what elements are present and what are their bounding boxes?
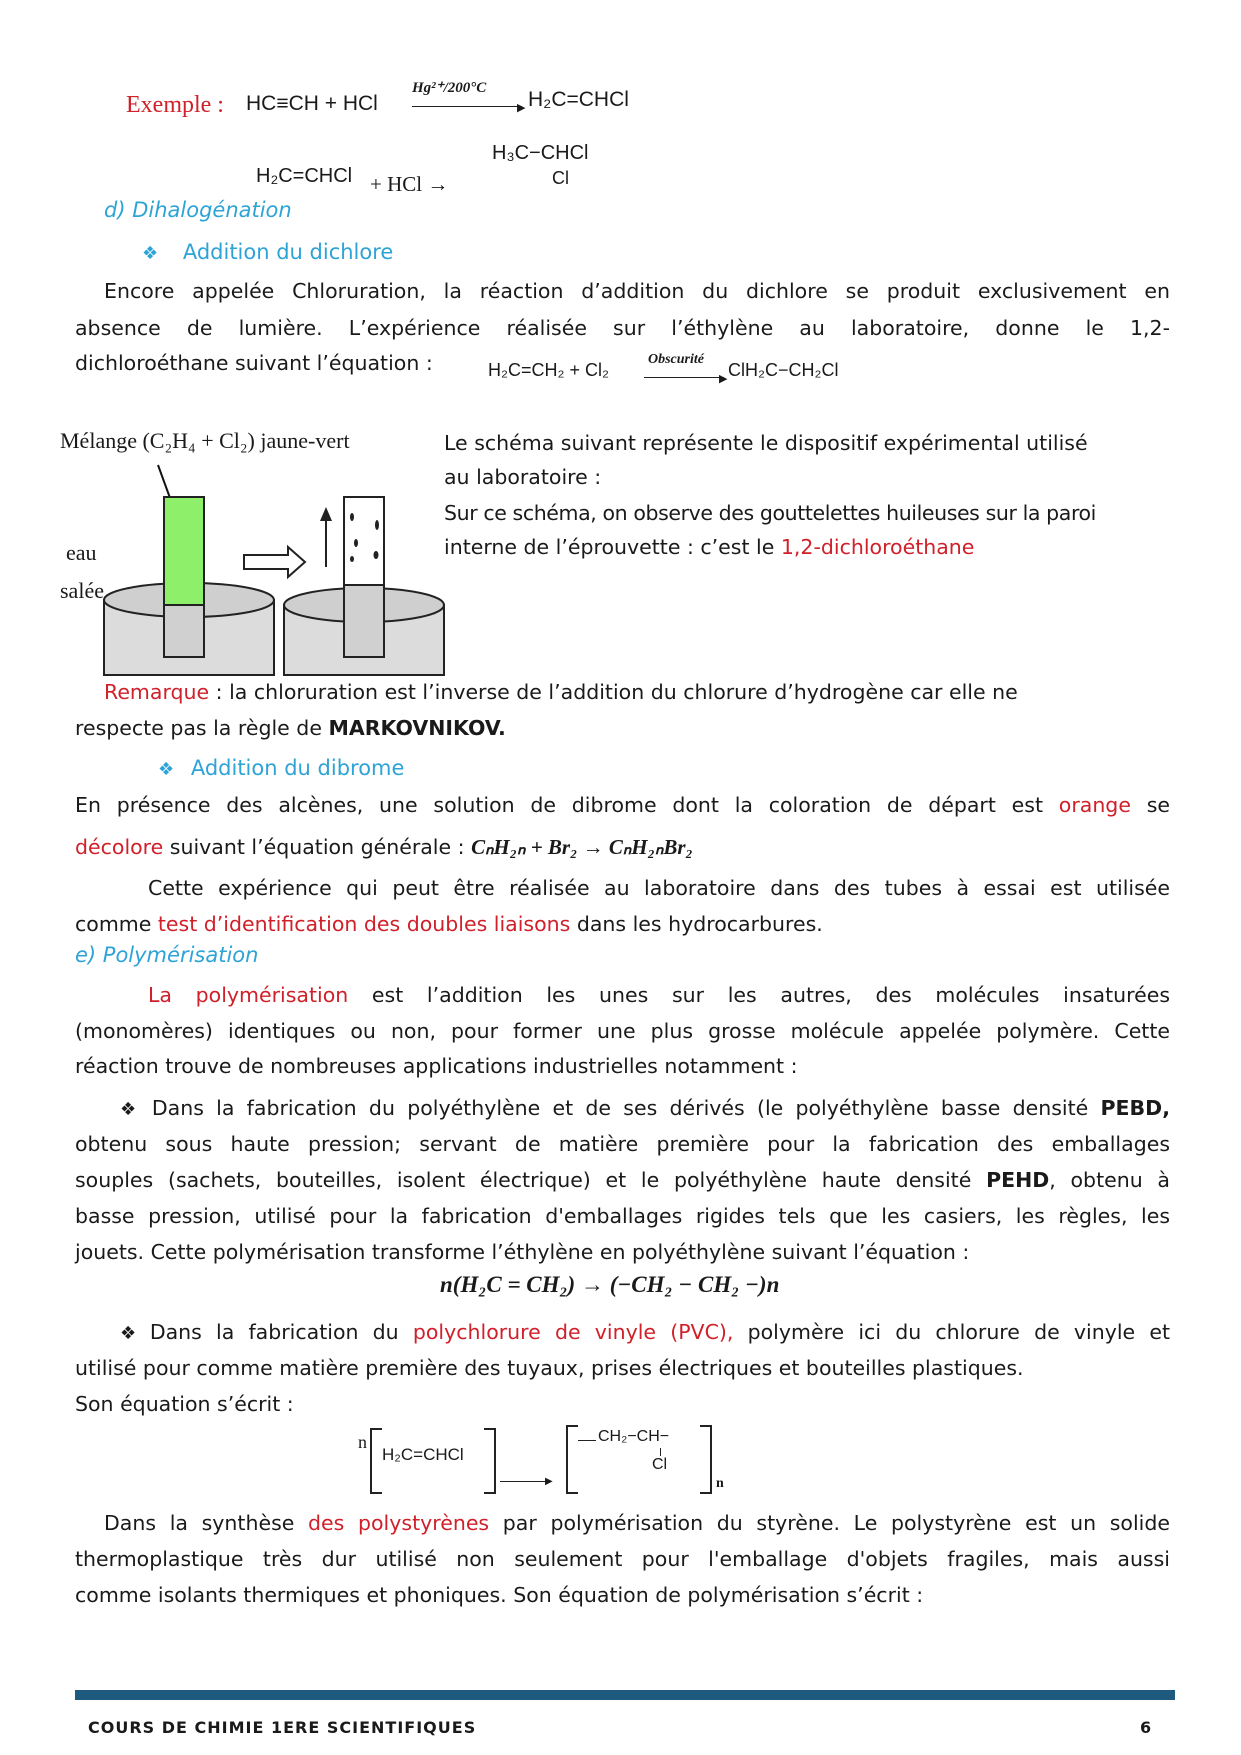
- schema-line4-text: interne de l’éprouvette : c’est le: [444, 535, 781, 559]
- example-eq1-arrow: [412, 106, 522, 107]
- pvc-line1-end: polymère ici du chlorure de vinyle et: [733, 1320, 1170, 1344]
- pe-equation: n(H₂C = CH₂) → (−CH₂ − CH₂ −)n: [440, 1272, 780, 1297]
- dichlore-paragraph-line2: absence de lumière. L’expérience réalisée sur l’éthylène au laboratoire, donne le 1,2-: [75, 316, 1170, 340]
- pvc-term: polychlorure de vinyle (PVC),: [412, 1320, 734, 1344]
- dichlore-eq-arrow: [644, 377, 724, 378]
- schema-line4-highlight: 1,2-dichloroéthane: [780, 535, 975, 559]
- pvc-bracket-left-1: [370, 1428, 382, 1494]
- dichlore-eq-left: H₂C=CH₂ + Cl₂: [488, 360, 609, 380]
- diamond-bullet-icon: ❖: [120, 1099, 142, 1120]
- poly-line1: [148, 980, 1170, 1010]
- dichlore-paragraph-line3: dichloroéthane suivant l’équation :: [75, 351, 433, 375]
- pe-line4: basse pression, utilisé pour la fabrication d'emballages rigides tels que les casiers, les règles, les: [75, 1204, 1170, 1228]
- example-eq2-mid: + HCl →: [370, 172, 449, 196]
- pvc-eq-arrow: [500, 1481, 550, 1482]
- pe-pebd: PEBD,: [1100, 1096, 1170, 1120]
- subsection-dibrome-title: Addition du dibrome: [190, 756, 405, 780]
- pe-line5: jouets. Cette polymérisation transforme l’éthylène en polyéthylène suivant l’équation :: [75, 1240, 970, 1264]
- dichlore-eq-condition: Obscurité: [648, 352, 704, 367]
- test-identification: test d’identification des doubles liaisons: [157, 912, 571, 936]
- poly-line1-text: est l’addition les unes sur les autres, des molécules insaturées: [348, 983, 1170, 1007]
- footer-page-number: 6: [1140, 1718, 1153, 1737]
- dibrome-orange: orange: [1058, 793, 1131, 817]
- dibrome-decolore: décolore: [75, 835, 164, 859]
- ps-line2: thermoplastique très dur utilisé non seulement pour l'emballage d'objets fragiles, mais aussi: [75, 1547, 1170, 1571]
- example-eq1-right: H₂C=CHCl: [528, 88, 629, 111]
- figure-label-mixture: Mélange (C₂H₄ + Cl₂) jaune-vert: [60, 428, 350, 453]
- transition-arrow: [244, 547, 305, 577]
- schema-line1: Le schéma suivant représente le dispositif expérimental utilisé: [444, 431, 1088, 455]
- pvc-line1-text: Dans la fabrication du: [149, 1320, 413, 1344]
- remark-line1: [104, 677, 1170, 707]
- pe-line2: obtenu sous haute pression; servant de matière première pour la fabrication des emballages: [75, 1132, 1170, 1156]
- subsection-dichlore-title: Addition du dichlore: [182, 240, 394, 264]
- left-tube-water: [164, 605, 204, 657]
- right-tube-water: [344, 585, 384, 657]
- pe-line1-text: Dans la fabrication du polyéthylène et de ses dérivés (le polyéthylène basse densité: [151, 1096, 1101, 1120]
- pvc-eq-polymer-top: CH₂−CH−: [598, 1428, 670, 1445]
- pvc-bond-vertical: [660, 1448, 661, 1456]
- remark-markovnikov: MARKOVNIKOV.: [328, 716, 506, 740]
- ps-line1: [104, 1508, 1170, 1538]
- footer-bar: [75, 1690, 1175, 1700]
- test-line2-end: dans les hydrocarbures.: [570, 912, 823, 936]
- schema-line3: Sur ce schéma, on observe des gouttelettes huileuses sur la paroi: [444, 501, 1096, 525]
- dibrome-line2: [75, 832, 1170, 862]
- dibrome-line1-text: En présence des alcènes, une solution de dibrome dont la coloration de départ est: [75, 793, 1059, 817]
- diamond-bullet-icon: ❖: [142, 243, 159, 264]
- dichlore-paragraph-line1: Encore appelée Chloruration, la réaction d’addition du dichlore se produit exclusivement en: [104, 279, 1170, 303]
- section-d-title: d) Dihalogénation: [104, 198, 292, 222]
- dibrome-equation: CₙH₂ₙ + Br₂ → CₙH₂ₙBr₂: [471, 835, 693, 859]
- example-label: Exemple :: [126, 92, 224, 118]
- remark-line2: [75, 713, 1170, 743]
- arrow-head-icon: ▶: [545, 1476, 553, 1487]
- up-arrow-head: [320, 507, 332, 521]
- pe-line3-end: , obtenu à: [1049, 1168, 1170, 1192]
- section-e-title: e) Polymérisation: [75, 943, 259, 967]
- pvc-bond-left: [578, 1440, 596, 1441]
- dibrome-line2-text: suivant l’équation générale :: [163, 835, 472, 859]
- remark-line1-text: : la chloruration est l’inverse de l’addition du chlorure d’hydrogène car elle ne: [209, 680, 1018, 704]
- poly-line3: réaction trouve de nombreuses applications industrielles notamment :: [75, 1054, 798, 1078]
- pvc-bracket-left-2: [566, 1425, 578, 1494]
- experiment-figure: [90, 455, 450, 685]
- subsection-dibrome: [158, 756, 404, 780]
- dichlore-eq-right: ClH₂C−CH₂Cl: [728, 360, 839, 380]
- example-eq1-condition: Hg²⁺/200°C: [412, 80, 487, 96]
- figure-label-eau: eau: [66, 540, 97, 565]
- test-line1: Cette expérience qui peut être réalisée au laboratoire dans des tubes à essai est utilisée: [148, 876, 1170, 900]
- pe-line3-text: souples (sachets, bouteilles, isolent électrique) et le polyéthylène haute densité: [75, 1168, 987, 1192]
- pvc-line1: [120, 1317, 1170, 1349]
- pvc-bracket-right-2: [700, 1425, 712, 1494]
- pe-pehd: PEHD: [986, 1168, 1050, 1192]
- ps-line1-end: par polymérisation du styrène. Le polystyrène est un solide: [489, 1511, 1170, 1535]
- pvc-line2: utilisé pour comme matière première des tuyaux, prises électriques et bouteilles plastiques.: [75, 1356, 1024, 1380]
- test-line2-text: comme: [75, 912, 158, 936]
- pvc-eq-polymer-cl: Cl: [652, 1456, 668, 1473]
- remark-label: Remarque: [104, 680, 210, 704]
- poly-term: La polymérisation: [148, 983, 349, 1007]
- ps-line1-text: Dans la synthèse: [104, 1511, 309, 1535]
- example-eq1-left: HC≡CH + HCl: [246, 92, 378, 115]
- schema-line4: [444, 532, 1170, 562]
- pvc-eq-n: n: [358, 1432, 367, 1452]
- pvc-line3: Son équation s’écrit :: [75, 1392, 294, 1416]
- dibrome-line1-end: se: [1130, 793, 1171, 817]
- pvc-eq-monomer: H₂C=CHCl: [382, 1445, 464, 1464]
- diamond-bullet-icon: ❖: [158, 759, 175, 780]
- test-line2: [75, 909, 1170, 939]
- arrow-head-icon: ▶: [517, 101, 526, 114]
- ps-line3: comme isolants thermiques et phoniques. Son équation de polymérisation s’écrit :: [75, 1583, 924, 1607]
- poly-line2: (monomères) identiques ou non, pour former une plus grosse molécule appelée polymère. Cette: [75, 1019, 1170, 1043]
- pe-line1: [120, 1093, 1170, 1125]
- pvc-eq-subscript-n: n: [716, 1476, 724, 1491]
- example-eq2-left: H₂C=CHCl: [256, 165, 353, 187]
- arrow-head-icon: ▶: [719, 372, 728, 385]
- footer-course-title: COURS DE CHIMIE 1ERE SCIENTIFIQUES: [88, 1718, 477, 1737]
- dibrome-line1: [75, 790, 1170, 820]
- figure-label-salee: salée: [60, 578, 104, 603]
- diamond-bullet-icon: ❖: [120, 1323, 144, 1344]
- example-eq2-right-bottom: Cl: [552, 168, 569, 188]
- remark-line2-text: respecte pas la règle de: [75, 716, 329, 740]
- example-eq2-right-top: H₃C−CHCl: [492, 142, 589, 164]
- schema-line2: au laboratoire :: [444, 465, 602, 489]
- pe-line3: [75, 1165, 1170, 1195]
- ps-term: des polystyrènes: [308, 1511, 490, 1535]
- pvc-bracket-right-1: [484, 1428, 496, 1494]
- subsection-dichlore: [142, 240, 393, 264]
